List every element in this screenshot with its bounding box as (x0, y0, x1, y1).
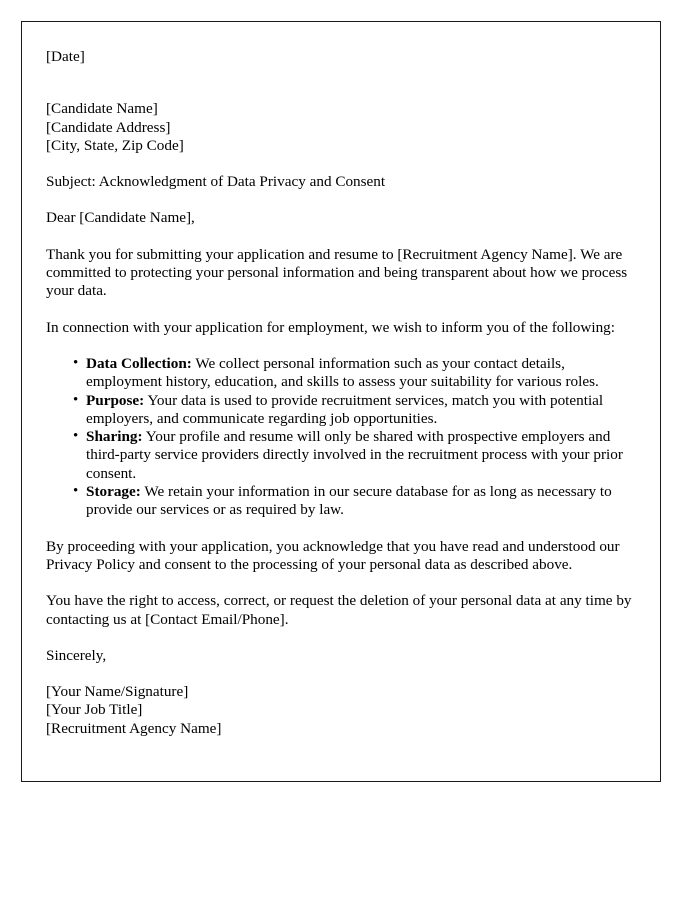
recipient-name: [Candidate Name] (46, 100, 158, 118)
bullet-text: Your profile and resume will only be shared with prospective employers and third-party service providers directly involved in the recruitment process with your prior consent. (86, 428, 623, 482)
lead-in-paragraph: In connection with your application for employment, we wish to inform you of the following: (46, 318, 615, 336)
date-block (46, 48, 637, 66)
letter-body (22, 22, 660, 738)
signer-job-title: [Your Job Title] (46, 701, 143, 719)
subject-line: Subject: Acknowledgment of Data Privacy and Consent (46, 173, 386, 191)
recipient-city-state-zip: [City, State, Zip Code] (46, 136, 184, 154)
signer-agency: [Recruitment Agency Name] (46, 719, 222, 737)
privacy-terms-list (46, 355, 637, 520)
date-spacer (46, 84, 637, 100)
list-item (73, 483, 637, 520)
rights-paragraph: You have the right to access, correct, or request the deletion of your personal data at any time by contacting us at [Contact Email/Phone]. (46, 592, 632, 628)
signer-name: [Your Name/Signature] (46, 683, 189, 701)
bullet-text: We retain your information in our secure database for as long as necessary to provide our services or as required by law. (86, 483, 612, 519)
bullet-label: Purpose: (86, 391, 145, 409)
intro-paragraph: Thank you for submitting your application and resume to [Recruitment Agency Name]. We are committed to protecting your personal information and being transparent about how we process your data. (46, 245, 628, 300)
consent-paragraph: By proceeding with your application, you acknowledge that you have read and understood our Privacy Policy and consent to the processing of your personal data as described above. (46, 537, 620, 573)
signature-block (46, 683, 637, 738)
bullet-label: Storage: (86, 483, 141, 501)
letter-page-frame (21, 21, 661, 782)
salutation: Dear [Candidate Name], (46, 209, 195, 227)
bullet-label: Data Collection: (86, 354, 192, 372)
date-line: [Date] (46, 48, 85, 65)
list-item (73, 428, 637, 483)
bullet-text: We collect personal information such as your contact details, employment history, education, and skills to assess your suitability for various roles. (86, 354, 599, 391)
bullet-label: Sharing: (86, 428, 143, 446)
list-item (73, 355, 637, 392)
closing-line: Sincerely, (46, 646, 107, 664)
bullet-text: Your data is used to provide recruitment services, match you with potential employers, and communicate regarding job opportunities. (86, 391, 604, 427)
recipient-address-block (46, 100, 637, 155)
recipient-address: [Candidate Address] (46, 118, 171, 136)
list-item (73, 392, 637, 429)
